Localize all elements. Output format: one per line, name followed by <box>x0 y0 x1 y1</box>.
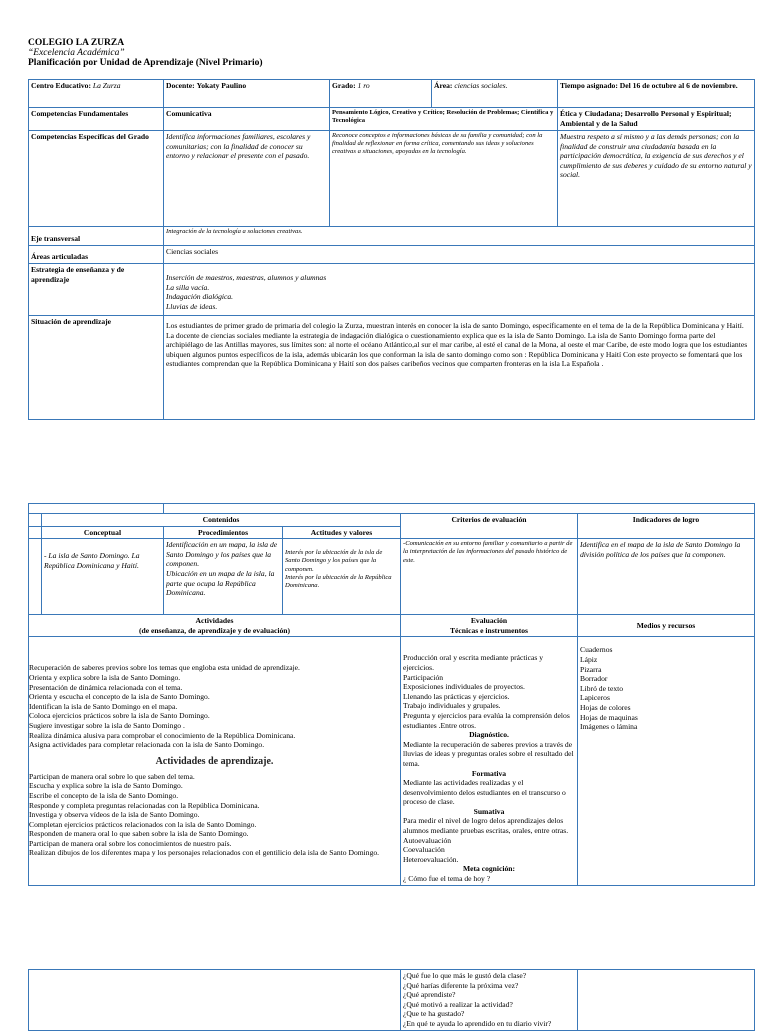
aprendizaje-item: Participan de manera oral sobre los conocimientos de nuestro país. <box>29 838 232 848</box>
ensenanza-item: Recuperación de saberes previos sobre los temas que engloba esta unidad de aprendizaje. <box>29 663 300 673</box>
ensenanza-list <box>29 663 400 749</box>
conceptual-header: Conceptual <box>42 526 164 539</box>
aprendizaje-item: Realizan dibujos de los diferentes mapa y los personajes relacionados con el gentilicio dela isla de Santo Domingo. <box>29 848 380 858</box>
competencia-pensamiento: Pensamiento Lógico, Creativo y Crítico; Resolución de Problemas; Científica y Tecnológica <box>330 108 558 131</box>
criterios-header: Criterios de evaluación <box>401 514 578 539</box>
medios-header: Medios y recursos <box>578 615 755 637</box>
tiempo-cell: Tiempo asignado: Del 16 de octubre al 6 de noviembre. <box>558 80 755 108</box>
meta-question: ¿Qué harías diferente la próxima vez? <box>403 980 519 990</box>
medio-item: Borrador <box>580 674 608 684</box>
medio-item: Pizarra <box>580 664 602 674</box>
meta-question: ¿En qué te ayuda lo aprendido en tu diario vivir? <box>403 1018 552 1028</box>
sumativa-label: Sumativa <box>473 806 505 816</box>
evaluacion-cell: Producción oral y escrita mediante prácticas y ejercicios. Participación Exposiciones individuales de proyectos. Llenando las prácticas y ejercicios. Trabajo individuales y grupales. Pregunta y ejercicios para evalúa la comprensión delos estudiantes .Entre otros. Diagnóstico. Mediante la recuperación de saberes previos a través de lluvias de ideas y preguntas orales sobre el resultado del tema. Formativa Mediante las actividades realizadas y el desenvolvimiento delos estudiantes en el transcurso o proceso de clase. Sumativa Para medir el nivel de logro delos aprendizajes delos alumnos mediante pruebas escritas, orales, entre otras. Autoevaluación Coevaluación Heteroevaluación. Meta cognición: ¿ Cómo fue el tema de hoy ? <box>401 637 578 885</box>
aprendizaje-item: Investiga y observa vídeos de la isla de Santo Domingo. <box>29 810 200 820</box>
conceptual-text: - La isla de Santo Domingo. La República Dominicana y Haití. <box>42 539 164 615</box>
criterios-text: -Comunicación en su entorno familiar y comunitario a partir de la interpretación de las informaciones del pasado histórico de este. <box>401 539 578 615</box>
school-name: COLEGIO LA ZURZA <box>28 38 125 48</box>
actividades-header: Actividades (de enseñanza, de aprendizaje y de evaluación) <box>29 615 401 637</box>
medio-item: Cuadernos <box>580 645 613 655</box>
estrategia-label: Estrategia de enseñanza y de aprendizaje <box>29 264 164 316</box>
estrategia-item: Lluvias de ideas. <box>166 301 218 311</box>
competencia-esp-1: Identifica informaciones familiares, escolares y comunitarias; con la finalidad de conocer su entorno y relacionar el presente con el pasado. <box>164 131 330 227</box>
docente-cell: Docente: Yokaty Paulino <box>164 80 330 108</box>
meta-question: ¿Qué fue lo que más le gustó dela clase? <box>403 971 527 980</box>
aprendizaje-list <box>29 772 400 858</box>
diagnostico-label: Diagnóstico. <box>469 730 509 740</box>
actitudes-header: Actitudes y valores <box>283 526 401 539</box>
planning-info-table <box>28 79 755 420</box>
competencia-comunicativa: Comunicativa <box>164 108 330 131</box>
aprendizaje-title: Actividades de aprendizaje. <box>155 755 274 767</box>
eje-value: Integración de la tecnología a soluciones creativas. <box>164 227 755 246</box>
meta-question: ¿Que te ha gustado? <box>403 1009 465 1019</box>
competencia-esp-2: Reconoce conceptos e informaciones básicas de su familia y comunidad; con la finalidad de reflexionar en forma crítica, comentando sus ideas y soluciones creativas a situaciones, apoyadas en la tecnología. <box>330 131 558 227</box>
ensenanza-item: Realiza dinámica alusiva para comprobar el conocimiento de la República Dominicana. <box>29 730 296 740</box>
ensenanza-item: Asigna actividades para completar relacionada con la isla de Santo Domingo. <box>29 740 265 750</box>
actitudes-text: Interés por la ubicación de la isla de Santo Domingo y los países que la componen. Interés por la ubicación de la República Dominicana. <box>283 539 401 615</box>
centro-cell: Centro Educativo: La Zurza <box>29 80 164 108</box>
document-title: Planificación por Unidad de Aprendizaje (Nivel Primario) <box>28 58 263 68</box>
ensenanza-item: Sugiere investigar sobre la isla de Santo Domingo . <box>29 720 185 730</box>
situacion-label: Situación de aprendizaje <box>29 316 164 420</box>
areas-label: Áreas articuladas <box>29 246 164 264</box>
meta-question: ¿Qué aprendiste? <box>403 990 456 1000</box>
ensenanza-item: Orienta y explica sobre la isla de Santo Domingo. <box>29 672 181 682</box>
competencias-esp-label: Competencias Específicas del Grado <box>29 131 164 227</box>
estrategia-item: La silla vacía. <box>166 282 210 292</box>
competencia-etica: Ética y Ciudadana; Desarrollo Personal y Espiritual; Ambiental y de la Salud <box>558 108 755 131</box>
medio-item: Imágenes o lámina <box>580 722 638 732</box>
evaluacion-header: Evaluación Técnicas e instrumentos <box>401 615 578 637</box>
ensenanza-item: Presentación de dinámica relacionada con el tema. <box>29 682 183 692</box>
indicadores-header: Indicadores de logro <box>578 514 755 539</box>
medio-item: Hojas de maquinas <box>580 712 638 722</box>
medios-cell <box>578 637 755 885</box>
grado-cell: Grado: 1 ro <box>330 80 432 108</box>
contents-table <box>28 503 755 886</box>
actividades-cell <box>29 637 401 885</box>
eje-label: Eje transversal <box>29 227 164 246</box>
formativa-label: Formativa <box>471 768 507 778</box>
competencia-esp-3: Muestra respeto a sí mismo y a las demás personas; con la finalidad de construir una ciudadanía basada en la participación democrática, la exigencia de sus derechos y el cumplimiento de sus deberes y cuidado de su entorno natural y social. <box>558 131 755 227</box>
aprendizaje-item: Escribe el concepto de la isla de Santo Domingo. <box>29 790 179 800</box>
aprendizaje-item: Escucha y explica sobre la isla de Santo Domingo. <box>29 781 183 791</box>
school-motto: “Excelencia Académica” <box>28 48 125 58</box>
aprendizaje-item: Completan ejercicios prácticos relacionados con la isla de Santo Domingo. <box>29 819 257 829</box>
estrategia-item: Inserción de maestros, maestras, alumnos y alumnas <box>166 273 327 282</box>
continuation-table <box>28 969 755 1031</box>
contenidos-header: Contenidos <box>42 514 401 527</box>
medio-item: Lápiz <box>580 654 598 664</box>
medio-item: Hojas de colores <box>580 702 631 712</box>
procedimientos-text: Identificación en un mapa, la isla de Santo Domingo y los países que la componen. Ubicación en un mapa de la isla, la parte que ocupa la República Dominicana. <box>164 539 283 615</box>
areas-value: Ciencias sociales <box>164 246 755 264</box>
procedimientos-header: Procedimientos <box>164 526 283 539</box>
aprendizaje-item: Responden de manera oral lo que saben sobre la isla de Santo Domingo. <box>29 829 249 839</box>
ensenanza-item: Identifican la isla de Santo Domingo en el mapa. <box>29 701 178 711</box>
competencias-fund-label: Competencias Fundamentales <box>29 108 164 131</box>
ensenanza-item: Coloca ejercicios prácticos sobre la isla de Santo Domingo. <box>29 711 210 721</box>
aprendizaje-item: Responde y completa preguntas relacionadas con la República Dominicana. <box>29 800 260 810</box>
situacion-text: Los estudiantes de primer grado de primaria del colegio la Zurza, muestran interés en conocer la isla de santo Domingo, específicamente en el tema de la de la República Dominicana y Haití. La docente de ciencias sociales mediante la estrategia de indagación dialógica o cuestionamiento explica que es la isla de Santo Domingo. La isla de Santo Domingo forma parte del archipiélago de las Antillas mayores, sus límites son: al norte el océano Atlántico,al sur el mar caribe, al esté el canal de la Mona, al oeste el mar Caribe, de este modo logra que los estudiantes ubiquen algunos puntos específicos de la isla, además ubicarán los que conforman la isla de santo domingo como son : República Dominicana y Haití Con este proyecto se fomentará que los estudiantes comprendan que la República Dominicana y Haití son dos países caribeños vecinos que comparten fronteras en la isla La Española . <box>164 316 755 420</box>
area-cell: Área: ciencias sociales. <box>432 80 558 108</box>
meta-question: ¿Qué motivó a realizar la actividad? <box>403 999 513 1009</box>
estrategia-item: Indagación dialógica. <box>166 292 234 302</box>
medio-item: Libró de texto <box>580 683 624 693</box>
indicadores-text: Identifica en el mapa de la isla de Santo Domingo la división política de los países que la componen. <box>578 539 755 615</box>
meta-questions-cell <box>401 970 578 1031</box>
estrategia-list <box>164 264 755 316</box>
medio-item: Lapiceros <box>580 693 610 703</box>
ensenanza-item: Orienta y escucha el concepto de la isla de Santo Domingo. <box>29 692 210 702</box>
meta-label: Meta cognición: <box>462 864 516 874</box>
aprendizaje-item: Participan de manera oral sobre lo que saben del tema. <box>29 771 195 781</box>
